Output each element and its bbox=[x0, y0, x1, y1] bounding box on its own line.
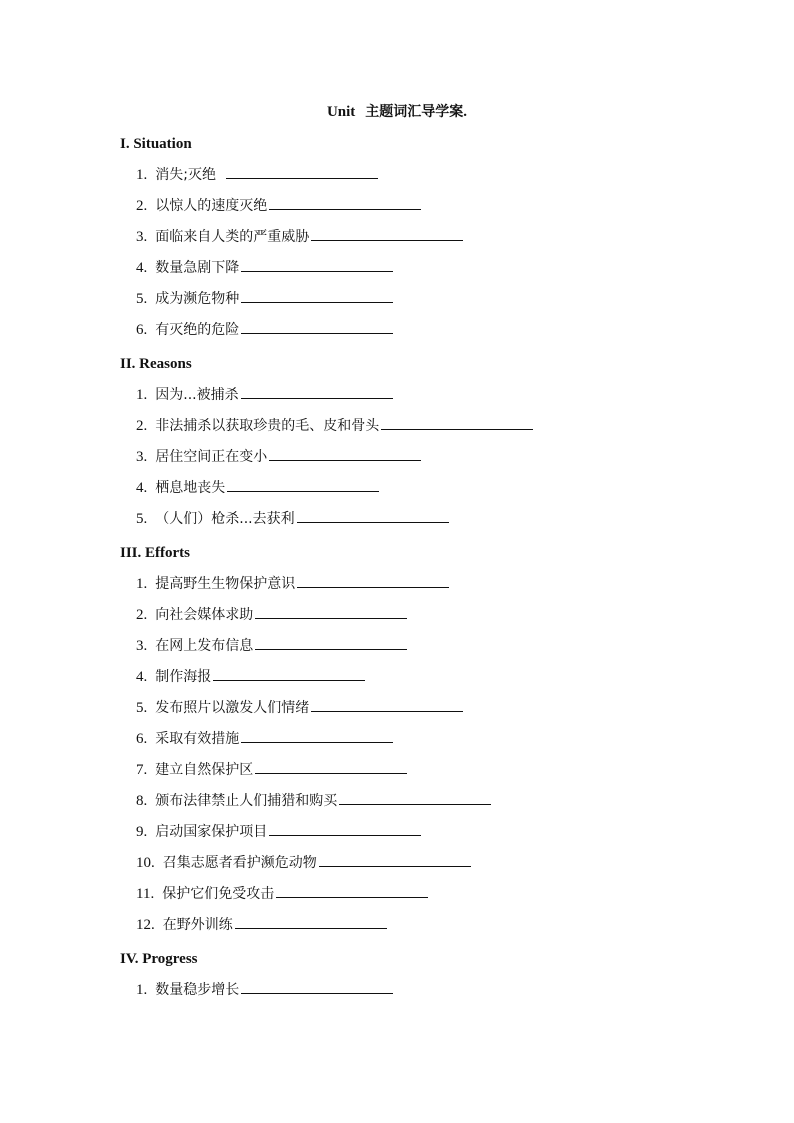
section-situation bbox=[120, 133, 760, 347]
item-number: 7. bbox=[136, 762, 148, 778]
item-number: 5. bbox=[136, 511, 148, 527]
item-text: 消失;灭绝 bbox=[155, 167, 216, 183]
list-item bbox=[120, 663, 760, 694]
answer-blank[interactable] bbox=[269, 443, 421, 461]
item-number: 10. bbox=[136, 855, 155, 871]
list-item bbox=[120, 285, 760, 316]
item-text: 数量稳步增长 bbox=[155, 982, 240, 998]
item-text: 保护它们免受攻击 bbox=[162, 886, 275, 902]
item-text: 向社会媒体求助 bbox=[155, 607, 254, 623]
list-item bbox=[120, 694, 760, 725]
item-number: 4. bbox=[136, 480, 148, 496]
item-text: 在野外训练 bbox=[162, 917, 233, 933]
item-number: 1. bbox=[136, 387, 148, 403]
list-item bbox=[120, 316, 760, 347]
answer-blank[interactable] bbox=[255, 632, 407, 650]
title-unit: Unit bbox=[326, 104, 356, 120]
list-item bbox=[120, 570, 760, 601]
answer-blank[interactable] bbox=[255, 601, 407, 619]
list-item bbox=[120, 756, 760, 787]
answer-blank[interactable] bbox=[226, 161, 378, 179]
item-number: 4. bbox=[136, 260, 148, 276]
item-text: 因为...被捕杀 bbox=[155, 387, 239, 403]
item-text: 居住空间正在变小 bbox=[155, 449, 268, 465]
list-item bbox=[120, 976, 760, 1007]
list-item bbox=[120, 911, 760, 942]
answer-blank[interactable] bbox=[241, 316, 393, 334]
section-heading: III. Efforts bbox=[120, 545, 190, 561]
list-item bbox=[120, 443, 760, 474]
answer-blank[interactable] bbox=[255, 756, 407, 774]
item-text: 在网上发布信息 bbox=[155, 638, 254, 654]
item-text: 数量急剧下降 bbox=[155, 260, 240, 276]
item-number: 6. bbox=[136, 731, 148, 747]
page-title bbox=[0, 101, 794, 123]
section-reasons bbox=[120, 353, 760, 536]
item-number: 12. bbox=[136, 917, 155, 933]
list-item bbox=[120, 192, 760, 223]
item-list bbox=[120, 161, 760, 347]
item-text: 栖息地丧失 bbox=[155, 480, 226, 496]
item-number: 2. bbox=[136, 418, 148, 434]
item-text: 提高野生生物保护意识 bbox=[155, 576, 296, 592]
list-item bbox=[120, 601, 760, 632]
item-number: 5. bbox=[136, 700, 148, 716]
list-item bbox=[120, 787, 760, 818]
item-text: 以惊人的速度灭绝 bbox=[155, 198, 268, 214]
answer-blank[interactable] bbox=[241, 285, 393, 303]
answer-blank[interactable] bbox=[241, 976, 393, 994]
item-number: 6. bbox=[136, 322, 148, 338]
item-number: 2. bbox=[136, 198, 148, 214]
answer-blank[interactable] bbox=[241, 254, 393, 272]
item-text: 成为濒危物种 bbox=[155, 291, 240, 307]
list-item bbox=[120, 632, 760, 663]
item-number: 1. bbox=[136, 982, 148, 998]
answer-blank[interactable] bbox=[227, 474, 379, 492]
answer-blank[interactable] bbox=[319, 849, 471, 867]
answer-blank[interactable] bbox=[311, 694, 463, 712]
answer-blank[interactable] bbox=[241, 725, 393, 743]
list-item bbox=[120, 223, 760, 254]
list-item bbox=[120, 412, 760, 443]
item-text: 发布照片以激发人们情绪 bbox=[155, 700, 310, 716]
item-number: 3. bbox=[136, 638, 148, 654]
item-list bbox=[120, 570, 760, 942]
answer-blank[interactable] bbox=[311, 223, 463, 241]
list-item bbox=[120, 849, 760, 880]
answer-blank[interactable] bbox=[269, 818, 421, 836]
list-item bbox=[120, 254, 760, 285]
item-number: 3. bbox=[136, 449, 148, 465]
item-text: 建立自然保护区 bbox=[155, 762, 254, 778]
section-efforts bbox=[120, 542, 760, 942]
list-item bbox=[120, 880, 760, 911]
answer-blank[interactable] bbox=[381, 412, 533, 430]
item-text: 召集志愿者看护濒危动物 bbox=[162, 855, 317, 871]
section-heading: I. Situation bbox=[120, 136, 192, 152]
item-text: 启动国家保护项目 bbox=[155, 824, 268, 840]
item-list bbox=[120, 381, 760, 536]
item-number: 1. bbox=[136, 576, 148, 592]
worksheet-body bbox=[120, 133, 760, 1013]
answer-blank[interactable] bbox=[269, 192, 421, 210]
list-item bbox=[120, 725, 760, 756]
item-number: 5. bbox=[136, 291, 148, 307]
answer-blank[interactable] bbox=[276, 880, 428, 898]
item-number: 11. bbox=[136, 886, 155, 902]
section-heading: IV. Progress bbox=[120, 951, 198, 967]
item-text: 制作海报 bbox=[155, 669, 212, 685]
item-number: 3. bbox=[136, 229, 148, 245]
item-text: 有灭绝的危险 bbox=[155, 322, 240, 338]
answer-blank[interactable] bbox=[339, 787, 491, 805]
answer-blank[interactable] bbox=[241, 381, 393, 399]
item-number: 8. bbox=[136, 793, 148, 809]
list-item bbox=[120, 474, 760, 505]
answer-blank[interactable] bbox=[235, 911, 387, 929]
item-number: 1. bbox=[136, 167, 148, 183]
answer-blank[interactable] bbox=[297, 505, 449, 523]
item-text: 非法捕杀以获取珍贵的毛、皮和骨头 bbox=[155, 418, 380, 434]
item-text: 采取有效措施 bbox=[155, 731, 240, 747]
item-text: 面临来自人类的严重威胁 bbox=[155, 229, 310, 245]
list-item bbox=[120, 818, 760, 849]
item-list bbox=[120, 976, 760, 1007]
answer-blank[interactable] bbox=[213, 663, 365, 681]
list-item bbox=[120, 381, 760, 412]
list-item bbox=[120, 505, 760, 536]
title-period: . bbox=[463, 104, 468, 120]
list-item bbox=[120, 161, 760, 192]
item-number: 9. bbox=[136, 824, 148, 840]
title-chinese: 主题词汇导学案 bbox=[365, 104, 464, 120]
answer-blank[interactable] bbox=[297, 570, 449, 588]
item-number: 4. bbox=[136, 669, 148, 685]
section-heading: II. Reasons bbox=[120, 356, 192, 372]
item-text: 颁布法律禁止人们捕猎和购买 bbox=[155, 793, 338, 809]
section-progress bbox=[120, 948, 760, 1007]
item-text: （人们）枪杀...去获利 bbox=[155, 511, 295, 527]
item-number: 2. bbox=[136, 607, 148, 623]
